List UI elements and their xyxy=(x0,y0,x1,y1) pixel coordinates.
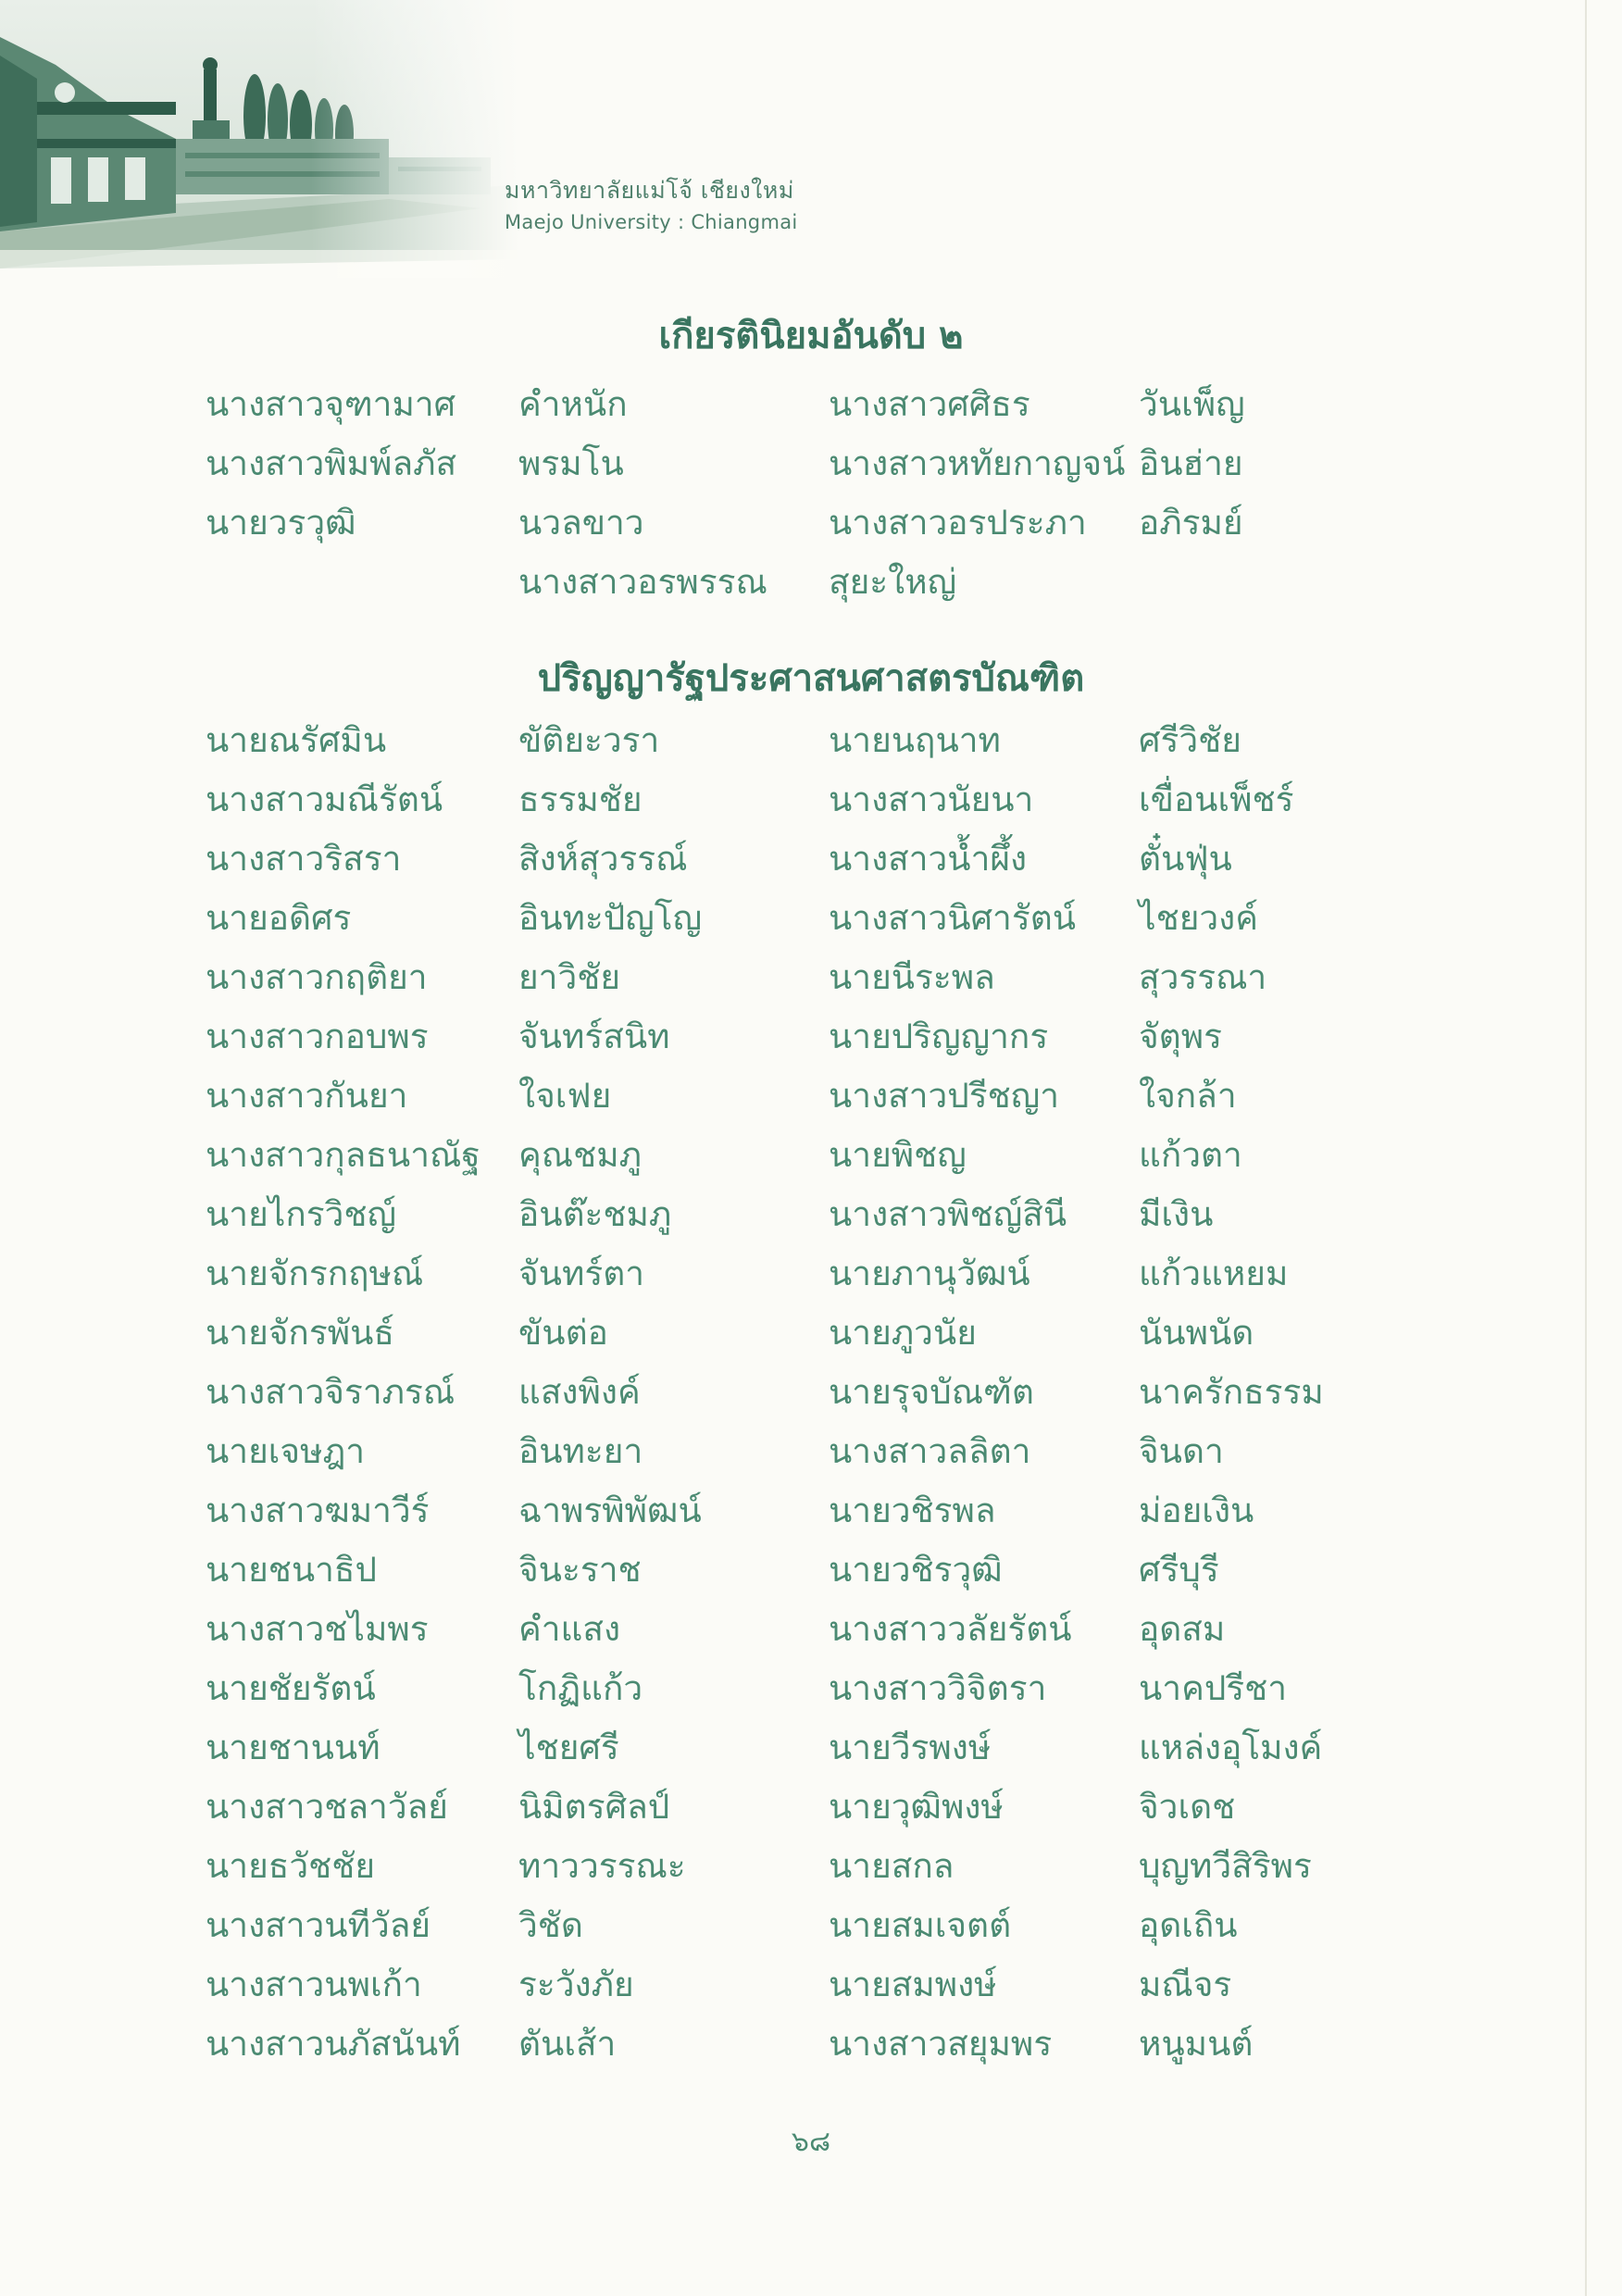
table-row xyxy=(0,1896,1622,1955)
first-name: นางสาวมณีรัตน์ xyxy=(206,780,443,819)
last-name: คุณชมภู xyxy=(518,1135,642,1175)
table-row xyxy=(0,1126,1622,1185)
table-row xyxy=(0,1304,1622,1363)
first-name: นางสาวนภัสนันท์ xyxy=(206,2024,461,2064)
first-name: นางสาวจุฑามาศ xyxy=(206,384,456,424)
first-name: นางสาวสยุมพร xyxy=(829,2024,1053,2064)
first-name: นายวชิรพล xyxy=(829,1491,996,1530)
last-name: ใจกล้า xyxy=(1139,1076,1237,1116)
table-row xyxy=(0,770,1622,830)
last-name: ศรีวิชัย xyxy=(1139,720,1241,760)
last-name: อินทะปัญโญ xyxy=(518,898,703,938)
table-row xyxy=(0,1778,1622,1837)
last-name: คำหนัก xyxy=(518,384,628,424)
first-name: นางสาวพิมพ์ลภัส xyxy=(206,443,457,483)
last-name: มีเงิน xyxy=(1139,1194,1214,1234)
first-name: นางสาวพิชญ์สินี xyxy=(829,1194,1067,1234)
table-row xyxy=(0,1363,1622,1422)
last-name: แก้วแหยม xyxy=(1139,1254,1289,1293)
first-name: นางสาววลัยรัตน์ xyxy=(829,1609,1072,1649)
first-name: นายจักรพันธ์ xyxy=(206,1313,394,1353)
table-row xyxy=(0,1067,1622,1126)
table-row xyxy=(0,1600,1622,1659)
last-name: ระวังภัย xyxy=(518,1965,634,2004)
last-name: ตั๋นฟุ่น xyxy=(1139,839,1232,879)
first-name: นายชานนท์ xyxy=(206,1728,381,1767)
last-name: ฉาพรพิพัฒน์ xyxy=(518,1491,702,1530)
last-name: นาคปรีชา xyxy=(1139,1668,1288,1708)
first-name: นางสาวกอบพร xyxy=(206,1017,429,1056)
last-name: อุดสม xyxy=(1139,1609,1226,1649)
last-name: ม่อยเงิน xyxy=(1139,1491,1254,1530)
last-name: นวลขาว xyxy=(518,503,644,543)
honors-name-list xyxy=(0,375,1622,612)
last-name: นิมิตรศิลป์ xyxy=(518,1787,670,1827)
last-name: คำแสง xyxy=(518,1609,621,1649)
last-name: หนูมนต์ xyxy=(1139,2024,1254,2064)
last-name: ยาวิชัย xyxy=(518,957,621,997)
first-name: นางสาวศศิธร xyxy=(829,384,1030,424)
first-name: นายสกล xyxy=(829,1846,954,1886)
last-name: นางสาวอรพรรณ xyxy=(518,562,767,602)
last-name: อภิรมย์ xyxy=(1139,503,1243,543)
last-name: จันทร์ตา xyxy=(518,1254,645,1293)
last-name: เขื่อนเพ็ชร์ xyxy=(1139,780,1294,819)
last-name: ขัติยะวรา xyxy=(518,720,660,760)
last-name: วิชัด xyxy=(518,1905,583,1945)
first-name: นางสาวชลาวัลย์ xyxy=(206,1787,448,1827)
first-name: นายธวัชชัย xyxy=(206,1846,376,1886)
first-name: นายวุฒิพงษ์ xyxy=(829,1787,1004,1827)
table-row xyxy=(0,553,1622,612)
last-name: พรมโน xyxy=(518,443,624,483)
last-name: มณีจร xyxy=(1139,1965,1232,2004)
first-name: นายสมเจตต์ xyxy=(829,1905,1012,1945)
last-name: อุดเถิน xyxy=(1139,1905,1238,1945)
table-row xyxy=(0,948,1622,1007)
first-name: นางสาวหทัยกาญจน์ xyxy=(829,443,1126,483)
last-name: อินฮ่าย xyxy=(1139,443,1243,483)
last-name: โกฏิแก้ว xyxy=(518,1668,643,1708)
first-name: นางสาวนพเก้า xyxy=(206,1965,422,2004)
honors-section-title: เกียรตินิยมอันดับ ๒ xyxy=(658,315,964,357)
degree-section-title: ปริญญารัฐประศาสนศาสตรบัณฑิต xyxy=(537,657,1085,700)
last-name: จินดา xyxy=(1139,1431,1224,1471)
first-name: นางสาวฆมาวีร์ xyxy=(206,1491,430,1530)
last-name: ไชยศรี xyxy=(518,1728,619,1767)
last-name: แสงพิงค์ xyxy=(518,1372,641,1412)
table-row xyxy=(0,1185,1622,1244)
first-name: นายณรัศมิน xyxy=(206,720,387,760)
first-name: นายอดิศร xyxy=(206,898,352,938)
first-name: นายวีรพงษ์ xyxy=(829,1728,992,1767)
last-name: จัตุพร xyxy=(1139,1017,1222,1056)
first-name: นายวชิรวุฒิ xyxy=(829,1550,1003,1590)
table-row xyxy=(0,1244,1622,1304)
last-name: สุวรรณา xyxy=(1139,957,1267,997)
page-number: ๖๘ xyxy=(791,2126,831,2158)
first-name: นายปริญญากร xyxy=(829,1017,1049,1056)
table-row xyxy=(0,1837,1622,1896)
table-row xyxy=(0,1422,1622,1481)
first-name: นางสาวกฤติยา xyxy=(206,957,428,997)
table-row xyxy=(0,2015,1622,2074)
first-name: นางสาวลลิตา xyxy=(829,1431,1031,1471)
table-row xyxy=(0,1718,1622,1778)
first-name: นายวรวุฒิ xyxy=(206,503,356,543)
first-name: นายนีระพล xyxy=(829,957,995,997)
first-name: นายสมพงษ์ xyxy=(829,1965,997,2004)
last-name: แก้วตา xyxy=(1139,1135,1242,1175)
first-name: นางสาวปรีชญา xyxy=(829,1076,1060,1116)
first-name: นางสาวอรประภา xyxy=(829,503,1087,543)
table-row xyxy=(0,889,1622,948)
last-name: ขันต่อ xyxy=(518,1313,608,1353)
first-name: นายไกรวิชญ์ xyxy=(206,1194,397,1234)
last-name: บุญทวีสิริพร xyxy=(1139,1846,1312,1886)
last-name: วันเพ็ญ xyxy=(1139,384,1245,424)
first-name: นายภานุวัฒน์ xyxy=(829,1254,1030,1293)
university-campus-photo xyxy=(0,0,796,278)
last-name: ไชยวงค์ xyxy=(1139,898,1258,938)
last-name: ใจเฟย xyxy=(518,1076,612,1116)
first-name: นายภูวนัย xyxy=(829,1313,977,1353)
first-name: นายพิชญ xyxy=(829,1135,967,1175)
first-name: นายชนาธิป xyxy=(206,1550,377,1590)
table-row xyxy=(0,493,1622,553)
degree-name-list xyxy=(0,711,1622,2074)
first-name: นางสาวจิราภรณ์ xyxy=(206,1372,455,1412)
first-name: นายรุจบัณฑัต xyxy=(829,1372,1034,1412)
university-name-thai: มหาวิทยาลัยแม่โจ้ เชียงใหม่ xyxy=(505,177,794,204)
first-name: นายจักรกฤษณ์ xyxy=(206,1254,424,1293)
first-name: นางสาวนิศารัตน์ xyxy=(829,898,1077,938)
table-row xyxy=(0,1007,1622,1067)
table-row xyxy=(0,1659,1622,1718)
first-name: นางสาวนทีวัลย์ xyxy=(206,1905,431,1945)
table-row xyxy=(0,711,1622,770)
last-name: จินะราช xyxy=(518,1550,642,1590)
first-name: นางสาวนัยนา xyxy=(829,780,1034,819)
table-row xyxy=(0,830,1622,889)
first-name: สุยะใหญ่ xyxy=(829,562,957,602)
table-row xyxy=(0,1541,1622,1600)
first-name: นางสาวชไมพร xyxy=(206,1609,429,1649)
last-name: อินทะยา xyxy=(518,1431,643,1471)
last-name: ตันเส้า xyxy=(518,2024,617,2064)
first-name: นางสาวน้ำผึ้ง xyxy=(829,839,1028,879)
table-row xyxy=(0,375,1622,434)
first-name: นางสาวกันยา xyxy=(206,1076,408,1116)
first-name: นางสาวกุลธนาณัฐ xyxy=(206,1135,480,1175)
last-name: นาครักธรรม xyxy=(1139,1372,1324,1412)
last-name: แหล่งอุโมงค์ xyxy=(1139,1728,1323,1767)
first-name: นางสาวริสรา xyxy=(206,839,402,879)
first-name: นายเจษฎา xyxy=(206,1431,366,1471)
last-name: ศรีบุรี xyxy=(1139,1550,1219,1590)
first-name: นายชัยรัตน์ xyxy=(206,1668,376,1708)
table-row xyxy=(0,1955,1622,2015)
table-row xyxy=(0,1481,1622,1541)
university-name-english: Maejo University : Chiangmai xyxy=(505,211,798,233)
last-name: ธรรมชัย xyxy=(518,780,643,819)
table-row xyxy=(0,434,1622,493)
last-name: อินต๊ะชมภู xyxy=(518,1194,672,1234)
last-name: สิงห์สุวรรณ์ xyxy=(518,839,688,879)
last-name: นันพนัด xyxy=(1139,1313,1254,1353)
last-name: ทาววรรณะ xyxy=(518,1846,686,1886)
last-name: จิวเดช xyxy=(1139,1787,1236,1827)
first-name: นายนฤนาท xyxy=(829,720,1001,760)
first-name: นางสาววิจิตรา xyxy=(829,1668,1047,1708)
last-name: จันทร์สนิท xyxy=(518,1017,670,1056)
